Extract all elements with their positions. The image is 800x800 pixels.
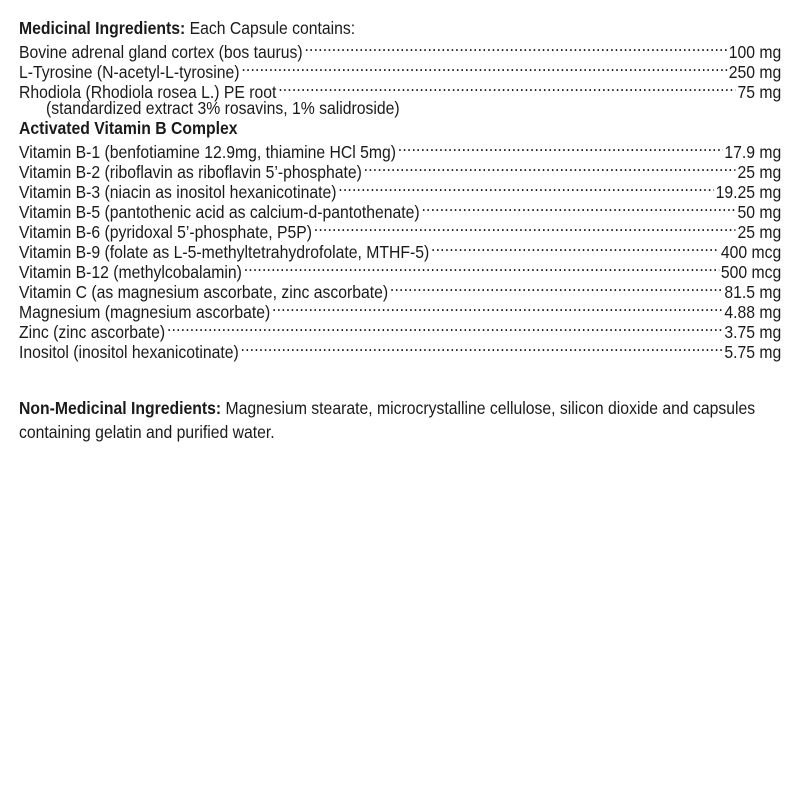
dot-leader: [304, 38, 726, 58]
non-medicinal-text: Magnesium stearate, microcrystalline cellulose, silicon dioxide and capsules containing gelatin and purified water.: [19, 398, 756, 442]
dot-leader: [278, 78, 736, 98]
ingredient-name: Rhodiola (Rhodiola rosea L.) PE root: [19, 82, 277, 102]
ingredient-amount: 81.5 mg: [724, 282, 782, 302]
vitamin-b-heading: Activated Vitamin B Complex: [19, 118, 238, 138]
ingredient-row: [19, 38, 782, 62]
non-medicinal-ingredients: [19, 396, 781, 444]
ingredient-row: [19, 138, 782, 162]
ingredient-name: Vitamin C (as magnesium ascorbate, zinc ascorbate): [19, 282, 389, 302]
ingredient-name: Zinc (zinc ascorbate): [19, 322, 166, 342]
dot-leader: [241, 338, 723, 358]
ingredient-name: Vitamin B-2 (riboflavin as riboflavin 5’-phosphate): [19, 162, 362, 182]
ingredient-amount: 400 mcg: [720, 242, 782, 262]
dot-leader: [398, 138, 723, 158]
ingredient-amount: 17.9 mg: [724, 142, 782, 162]
ingredient-name: Magnesium (magnesium ascorbate): [19, 302, 271, 322]
dot-leader: [244, 258, 719, 278]
medicinal-heading-rest: Each Capsule contains:: [185, 18, 356, 38]
ingredient-name: Vitamin B-3 (niacin as inositol hexanicotinate): [19, 182, 337, 202]
ingredient-amount: 4.88 mg: [724, 302, 782, 322]
ingredient-name: Vitamin B-12 (methylcobalamin): [19, 262, 242, 282]
ingredient-amount: 75 mg: [737, 82, 782, 102]
dot-leader: [364, 158, 736, 178]
ingredient-name: Vitamin B-9 (folate as L-5-methyltetrahydrofolate, MTHF-5): [19, 242, 430, 262]
ingredient-name: Inositol (inositol hexanicotinate): [19, 342, 239, 362]
ingredient-amount: 5.75 mg: [724, 342, 782, 362]
ingredient-name: Bovine adrenal gland cortex (bos taurus): [19, 42, 303, 62]
medicinal-heading: [19, 18, 781, 38]
ingredient-name: L-Tyrosine (N-acetyl-L-tyrosine): [19, 62, 240, 82]
ingredient-amount: 19.25 mg: [715, 182, 782, 202]
ingredient-amount: 50 mg: [737, 202, 782, 222]
dot-leader: [241, 58, 727, 78]
ingredient-name: Vitamin B-6 (pyridoxal 5’-phosphate, P5P): [19, 222, 312, 242]
ingredient-amount: 3.75 mg: [724, 322, 782, 342]
dot-leader: [421, 198, 735, 218]
ingredient-label: [19, 18, 781, 444]
medicinal-heading-bold: Medicinal Ingredients:: [19, 18, 186, 38]
dot-leader: [314, 218, 736, 238]
ingredient-amount: 250 mg: [728, 62, 782, 82]
dot-leader: [272, 298, 723, 318]
ingredient-amount: 500 mcg: [720, 262, 782, 282]
dot-leader: [338, 178, 714, 198]
ingredient-name: Vitamin B-1 (benfotiamine 12.9mg, thiamine HCl 5mg): [19, 142, 397, 162]
dot-leader: [390, 278, 723, 298]
ingredient-amount: 25 mg: [737, 162, 782, 182]
non-medicinal-heading: Non-Medicinal Ingredients:: [19, 398, 222, 418]
ingredient-amount: 25 mg: [737, 222, 782, 242]
dot-leader: [167, 318, 723, 338]
rhodiola-standardization-note: (standardized extract 3% rosavins, 1% salidroside): [46, 98, 400, 118]
ingredient-name: Vitamin B-5 (pantothenic acid as calcium-d-pantothenate): [19, 202, 420, 222]
ingredient-amount: 100 mg: [728, 42, 782, 62]
dot-leader: [431, 238, 719, 258]
